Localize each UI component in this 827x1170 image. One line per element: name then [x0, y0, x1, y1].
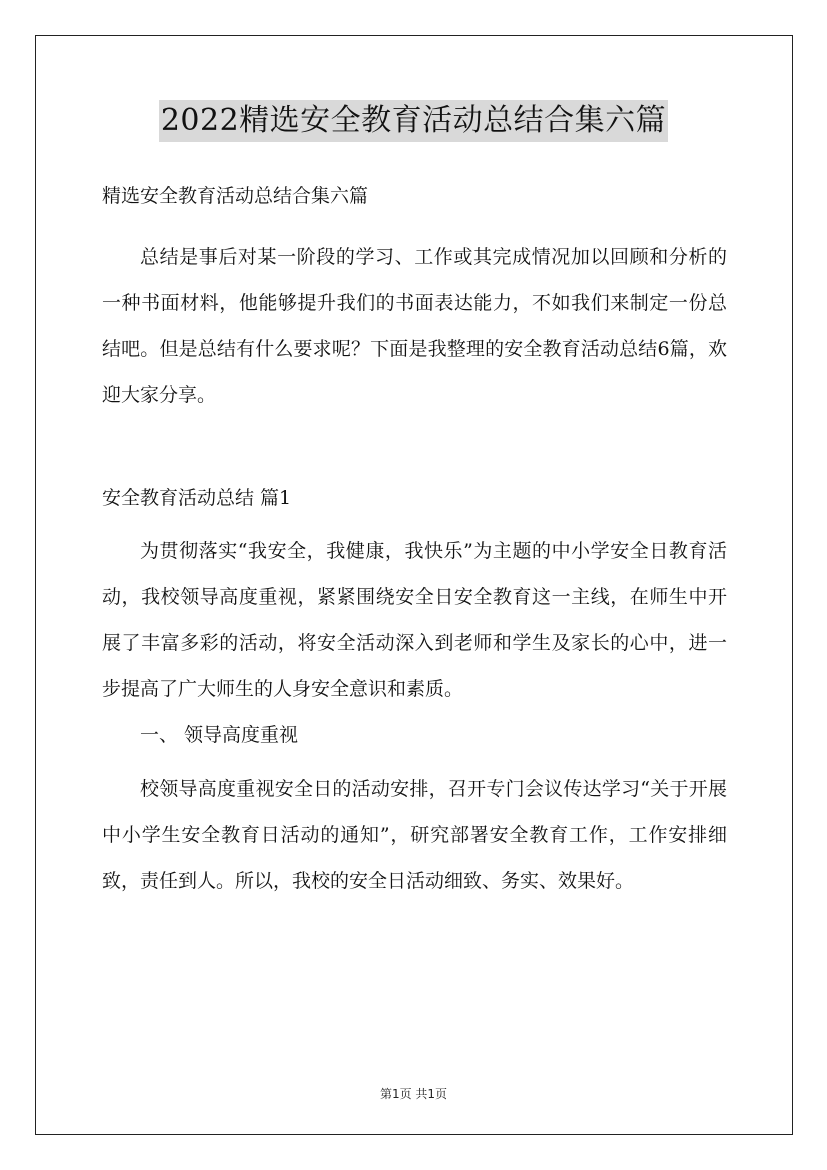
- document-title: 2022精选安全教育活动总结合集六篇: [159, 100, 668, 142]
- section-gap: [102, 418, 727, 480]
- section-paragraph: 为贯彻落实“我安全，我健康，我快乐”为主题的中小学安全日教育活动，我校领导高度重视，紧紧围绕安全日安全教育这一主线，在师生中开展了丰富多彩的活动，将安全活动深入到老师和学生及家长的心中，进一步提高了广大师生的人身安全意识和素质。: [102, 540, 727, 700]
- item-heading: 一、 领导高度重视: [140, 724, 299, 746]
- document-subtitle: 精选安全教育活动总结合集六篇: [102, 185, 369, 207]
- document-body: [102, 178, 727, 904]
- intro-paragraph: 总结是事后对某一阶段的学习、工作或其完成情况加以回顾和分析的一种书面材料，他能够提升我们的书面表达能力，不如我们来制定一份总结吧。但是总结有什么要求呢？下面是我整理的安全教育活动总结6篇，欢迎大家分享。: [102, 246, 727, 406]
- page-footer: 第1页 共1页: [379, 1087, 448, 1101]
- item-paragraph: 校领导高度重视安全日的活动安排，召开专门会议传达学习“关于开展中小学生安全教育日活动的通知”，研究部署安全教育工作，工作安排细致，责任到人。所以，我校的安全日活动细致、务实、效果好。: [102, 778, 727, 892]
- section-heading: 安全教育活动总结 篇1: [102, 487, 292, 509]
- title-container: [0, 100, 827, 142]
